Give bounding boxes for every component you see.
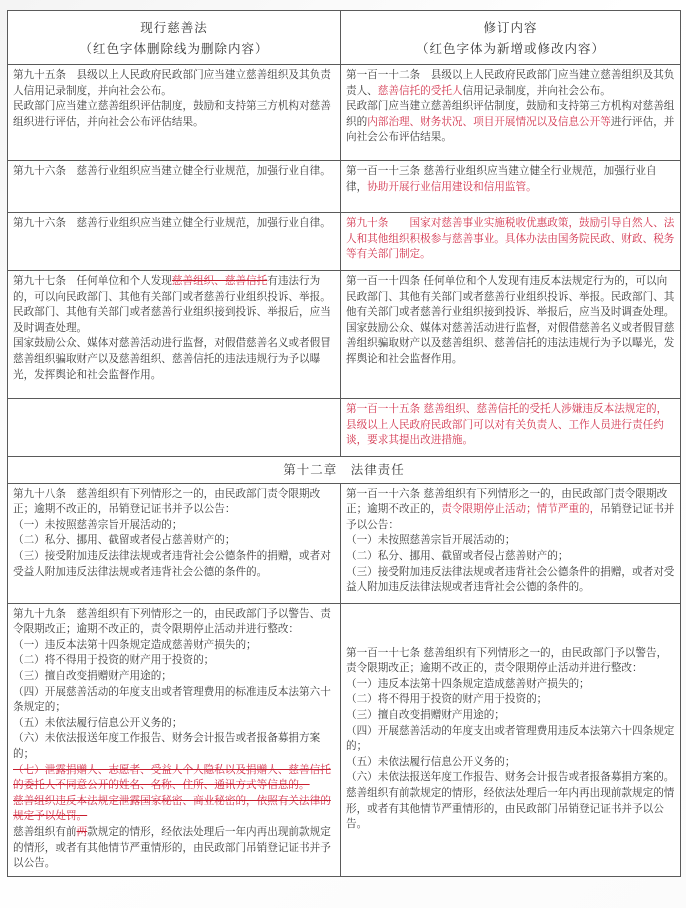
article-paragraph xyxy=(13,68,335,99)
text-segment: 进行评估，并向社会公布评估结果。 xyxy=(346,115,675,144)
deleted-text: 慈善组织、慈善信托 xyxy=(171,275,268,287)
text-segment: （四）开展慈善活动的年度支出或者管理费用违反本法第六十四条规定的； xyxy=(346,724,675,753)
article-paragraph xyxy=(346,216,675,263)
revised-law-cell xyxy=(341,603,681,876)
text-segment: （二）私分、挪用、截留或者侵占慈善财产的； xyxy=(346,549,569,562)
article-paragraph xyxy=(346,549,675,565)
added-text: 协助开展行业信用建设和信用监管。 xyxy=(367,180,537,193)
article-paragraph xyxy=(346,786,675,833)
article-paragraph xyxy=(346,692,675,708)
text-segment: 慈善组织有前 xyxy=(13,825,77,838)
article-paragraph xyxy=(13,731,335,762)
revision-title: 修订内容 xyxy=(483,20,538,35)
deleted-text: 两 xyxy=(76,825,88,838)
article-paragraph xyxy=(346,677,675,693)
deleted-text: （七）泄露捐赠人、志愿者、受益人个人隐私以及捐赠人、慈善信托的委托人不同意公开的姓名、名称、住所、通讯方式等信息的。 xyxy=(13,763,331,792)
text-segment: 第一百一十四条 任何单位和个人发现有违反本法规定行为的，可以向民政部门、其他有关部门或者慈善行业组织投诉、举报。民政部门、其他有关部门或者慈善行业组织接到投诉、举报后，应当及时调查处理。 xyxy=(346,275,675,319)
comparison-row xyxy=(8,271,681,399)
article-paragraph xyxy=(346,770,675,786)
article-paragraph xyxy=(13,669,335,685)
text-segment: （五）未依法履行信息公开义务的； xyxy=(13,716,183,729)
comparison-row xyxy=(8,213,681,271)
article-paragraph xyxy=(13,825,335,872)
current-law-cell xyxy=(8,399,341,457)
text-segment: 吊销登记证书并予以公告： xyxy=(346,503,675,531)
current-law-header xyxy=(8,11,341,65)
text-segment: （一）违反本法第十四条规定造成慈善财产损失的； xyxy=(13,638,257,651)
text-segment: 第九十五条 县级以上人民政府民政部门应当建立慈善组织及其负责人信用记录制度，并向社会公布。 xyxy=(13,69,331,97)
article-paragraph xyxy=(13,487,335,518)
deleted-text: 慈善组织违反本法规定泄露国家秘密、商业秘密的，依照有关法律的规定予以处罚。 xyxy=(13,794,331,823)
article-paragraph xyxy=(346,646,675,677)
article-paragraph xyxy=(13,216,335,232)
revision-header xyxy=(341,11,681,65)
article-paragraph xyxy=(13,794,335,825)
article-paragraph xyxy=(13,336,335,383)
current-law-title: 现行慈善法 xyxy=(140,20,208,35)
current-law-cell xyxy=(8,483,341,603)
comparison-row xyxy=(8,65,681,161)
comparison-row xyxy=(8,603,681,876)
text-segment: 第九十六条 慈善行业组织应当建立健全行业规范，加强行业自律。 xyxy=(13,217,331,229)
text-segment: 第九十六条 慈善行业组织应当建立健全行业规范，加强行业自律。 xyxy=(13,165,331,177)
article-paragraph xyxy=(13,763,335,794)
text-segment: 第九十七条 任何单位和个人发现 xyxy=(13,275,172,287)
article-paragraph xyxy=(13,685,335,716)
article-paragraph xyxy=(346,321,675,368)
article-paragraph xyxy=(13,638,335,654)
revision-subtitle: （红色字体为新增或修改内容） xyxy=(415,41,605,56)
article-paragraph xyxy=(13,164,335,180)
text-segment: （三）接受附加违反法律法规或者违背社会公德条件的捐赠，或者对受益人附加违反法律法规或者违背社会公德的条件的。 xyxy=(13,549,331,578)
article-paragraph xyxy=(13,518,335,534)
chapter-row xyxy=(8,457,681,484)
article-paragraph xyxy=(13,549,335,580)
text-segment: （一）违反本法第十四条规定造成慈善财产损失的； xyxy=(346,677,590,690)
current-law-cell xyxy=(8,161,341,213)
text-segment: 款规定的情形，经依法处理后一年内再出现前款规定的情形，或者有其他情节严重情形的，由民政部门吊销登记证书并予以公告。 xyxy=(13,825,331,870)
text-segment: （三）接受附加违反法律法规或者违背社会公德条件的捐赠，或者对受益人附加违反法律法规或者违背社会公德的条件的。 xyxy=(346,565,675,594)
text-segment: 第一百一十三条 慈善行业组织应当建立健全行业规范，加强行业自律， xyxy=(346,165,657,193)
revised-law-cell xyxy=(341,161,681,213)
text-segment: 信用记录制度，并向社会公布。 xyxy=(462,84,611,97)
text-segment: （五）未依法履行信息公开义务的； xyxy=(346,755,516,768)
text-segment: （三）擅自改变捐赠财产用途的； xyxy=(13,669,172,682)
text-segment: 国家鼓励公众、媒体对慈善活动进行监督，对假借慈善名义或者假冒慈善组织骗取财产以及慈善组织、慈善信托的违法违规行为予以曝光，发挥舆论和社会监督作用。 xyxy=(346,321,675,365)
articles-after-chapter xyxy=(8,483,681,876)
text-segment: （一）未按照慈善宗旨开展活动的； xyxy=(13,518,183,531)
article-paragraph xyxy=(346,487,675,534)
text-segment: 民政部门应当建立慈善组织评估制度，鼓励和支持第三方机构对慈善组织的 xyxy=(346,100,675,128)
text-segment: 第一百一十七条 慈善组织有下列情形之一的，由民政部门予以警告，责令限期改正；逾期不改正的，责令限期停止活动并进行整改： xyxy=(346,646,668,675)
text-segment: 有违法行为的，可以向民政部门、其他有关部门或者慈善行业组织投诉、举报。民政部门、其他有关部门或者慈善行业组织接到投诉、举报后，应当及时调查处理。 xyxy=(13,275,331,334)
text-segment: （一）未按照慈善宗旨开展活动的； xyxy=(346,534,516,547)
text-segment: 第九十九条 慈善组织有下列情形之一的，由民政部门予以警告、责令限期改正；逾期不改正的，责令限期停止活动并进行整改： xyxy=(13,607,331,636)
article-paragraph xyxy=(13,607,335,638)
article-paragraph xyxy=(13,99,335,130)
article-paragraph xyxy=(346,274,675,321)
revised-law-cell xyxy=(341,271,681,399)
text-segment: 慈善组织有前款规定的情形，经依法处理后一年内再出现前款规定的情形，或者有其他情节严重情形的，由民政部门吊销登记证书并予以公告。 xyxy=(346,786,675,831)
article-paragraph xyxy=(346,755,675,771)
current-law-cell xyxy=(8,271,341,399)
text-segment: （二）将不得用于投资的财产用于投资的； xyxy=(13,654,215,667)
current-law-cell xyxy=(8,65,341,161)
text-segment: 第一百一十二条 县级以上人民政府民政部门应当建立慈善组织及其负责人、 xyxy=(346,69,675,97)
added-text: 第一百一十五条 慈善组织、慈善信托的受托人涉嫌违反本法规定的，县级以上人民政府民政部门可以对有关负责人、工作人员进行责任约谈，要求其提出改进措施。 xyxy=(346,403,668,447)
text-segment: 国家鼓励公众、媒体对慈善活动进行监督，对假借慈善名义或者假冒慈善组织骗取财产以及慈善组织、慈善信托的违法违规行为予以曝光，发挥舆论和社会监督作用。 xyxy=(13,337,331,381)
text-segment: 第九十八条 慈善组织有下列情形之一的，由民政部门责令限期改正；逾期不改正的，吊销登记证书并予以公告： xyxy=(13,487,321,516)
revised-law-cell xyxy=(341,483,681,603)
current-law-subtitle: （红色字体删除线为删除内容） xyxy=(79,41,269,56)
comparison-row xyxy=(8,483,681,603)
comparison-row xyxy=(8,161,681,213)
text-segment: （六）未依法报送年度工作报告、财务会计报告或者报备募捐方案的。 xyxy=(346,771,675,784)
chapter-title: 第十二章 法律责任 xyxy=(8,457,681,484)
header-row xyxy=(8,11,681,65)
article-paragraph xyxy=(13,653,335,669)
added-text: 内部治理、财务状况、项目开展情况以及信息公开等 xyxy=(367,115,611,128)
article-paragraph xyxy=(346,99,675,146)
article-paragraph xyxy=(346,708,675,724)
current-law-cell xyxy=(8,213,341,271)
article-paragraph xyxy=(346,533,675,549)
added-text: 慈善信托的受托人 xyxy=(377,84,463,97)
text-segment: （二）私分、挪用、截留或者侵占慈善财产的； xyxy=(13,534,236,547)
revised-law-cell xyxy=(341,213,681,271)
chapter-section xyxy=(8,457,681,484)
revised-law-cell xyxy=(341,65,681,161)
article-paragraph xyxy=(346,402,675,449)
text-segment: （六）未依法报送年度工作报告、财务会计报告或者报备募捐方案的； xyxy=(13,732,321,760)
article-paragraph xyxy=(13,533,335,549)
added-text: 责令限期停止活动；情节严重的， xyxy=(441,503,601,516)
revised-law-cell xyxy=(341,399,681,457)
text-segment: （三）擅自改变捐赠财产用途的； xyxy=(346,708,505,721)
article-paragraph xyxy=(346,164,675,195)
article-paragraph xyxy=(346,565,675,596)
added-text: 第九十条 国家对慈善事业实施税收优惠政策，鼓励引导自然人、法人和其他组织积极参与慈善事业。具体办法由国务院民政、财政、税务等有关部门制定。 xyxy=(346,217,675,261)
article-paragraph xyxy=(346,68,675,99)
text-segment: 第一百一十六条 慈善组织有下列情形之一的，由民政部门责令限期改正；逾期不改正的， xyxy=(346,487,668,516)
article-paragraph xyxy=(13,716,335,732)
articles-before-chapter xyxy=(8,65,681,457)
current-law-cell xyxy=(8,603,341,876)
article-paragraph xyxy=(346,724,675,755)
text-segment: 民政部门应当建立慈善组织评估制度，鼓励和支持第三方机构对慈善组织进行评估，并向社会公布评估结果。 xyxy=(13,100,331,128)
comparison-row xyxy=(8,399,681,457)
text-segment: （二）将不得用于投资的财产用于投资的； xyxy=(346,693,548,706)
text-segment: （四）开展慈善活动的年度支出或者管理费用的标准违反本法第六十条规定的； xyxy=(13,685,331,714)
law-comparison-table xyxy=(7,10,681,877)
article-paragraph xyxy=(13,274,335,336)
